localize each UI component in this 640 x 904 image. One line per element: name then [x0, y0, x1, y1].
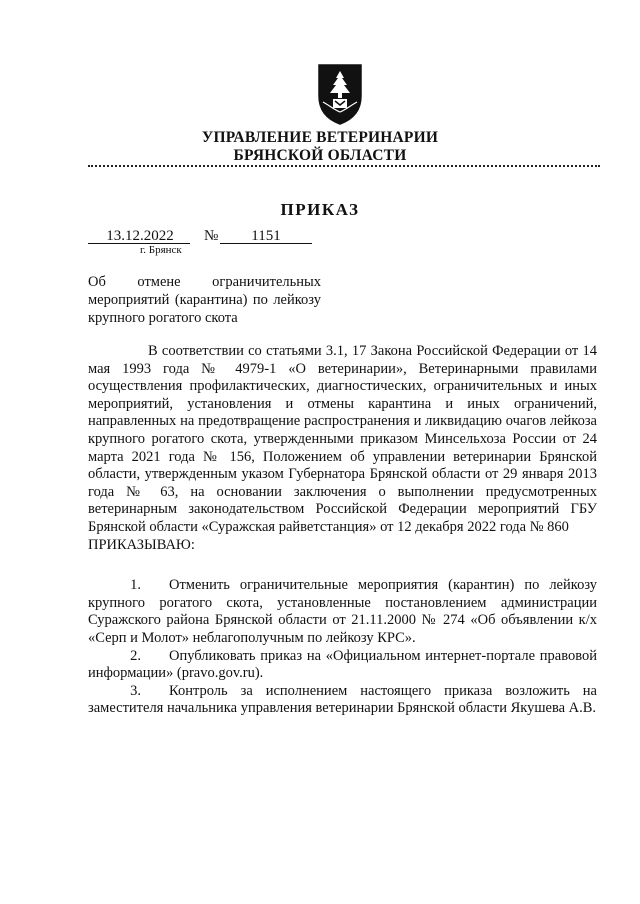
order-items [88, 577, 597, 718]
item-text: Отменить ограничительные мероприятия (карантин) по лейкозу крупного рогатого скота, установленные постановлением администрации Суражского района Брянской области от 21.11.2000 № 274 «Об объявлении к/х «Серп и Молот» неблагополучным по лейкозу КРС». [88, 577, 597, 646]
list-item [88, 648, 597, 683]
header-dotted-divider [88, 165, 600, 167]
org-name-line2: БРЯНСКОЙ ОБЛАСТИ [233, 147, 407, 164]
item-text: Контроль за исполнением настоящего приказа возложить на заместителя начальника управления ветеринарии Брянской области Якушева А.В. [88, 682, 597, 717]
coat-of-arms-icon [315, 62, 365, 126]
number-sign: № [204, 228, 219, 244]
list-item [88, 577, 597, 647]
order-subject: Об отмене ограничительных мероприятий (карантина) по лейкозу крупного рогатого скота [88, 274, 321, 326]
item-number: 1. [130, 577, 141, 594]
number-underline [220, 243, 312, 244]
item-number: 2. [130, 647, 141, 664]
document-title: ПРИКАЗ [280, 200, 360, 219]
org-name-line1: УПРАВЛЕНИЕ ВЕТЕРИНАРИИ [201, 129, 439, 146]
item-number: 3. [130, 682, 141, 699]
order-body [88, 343, 597, 718]
intro-paragraph: В соответствии со статьями 3.1, 17 Закона Российской Федерации от 14 мая 1993 года № 4979-1 «О ветеринарии», Ветеринарными правилами осуществления профилактических, диагностических, ограничительных и иных мероприятий, установления и отмены карантина и иных ограничений, направленных на предотвращение распространения и ликвидацию очагов лейкоза крупного рогатого скота, утвержденными приказом Минсельхоза России от 24 марта 2021 года № 156, Положением об управлении ветеринарии Брянской области, утвержденным указом Губернатора Брянской области от 29 января 2013 года № 63, на основании заключения о выполнении предусмотренных ветеринарным законодательством Российской Федерации мероприятий ГБУ Брянской области «Суражская райветстанция» от 12 декабря 2022 года № 860 [88, 343, 597, 535]
order-date: 13.12.2022 [106, 228, 174, 244]
order-number: 1151 [251, 228, 281, 244]
order-word: ПРИКАЗЫВАЮ: [88, 536, 195, 553]
list-item [88, 683, 597, 718]
city-label: г. Брянск [140, 244, 182, 256]
item-text: Опубликовать приказ на «Официальном интернет-портале правовой информации» (pravo.gov.ru). [88, 647, 597, 682]
